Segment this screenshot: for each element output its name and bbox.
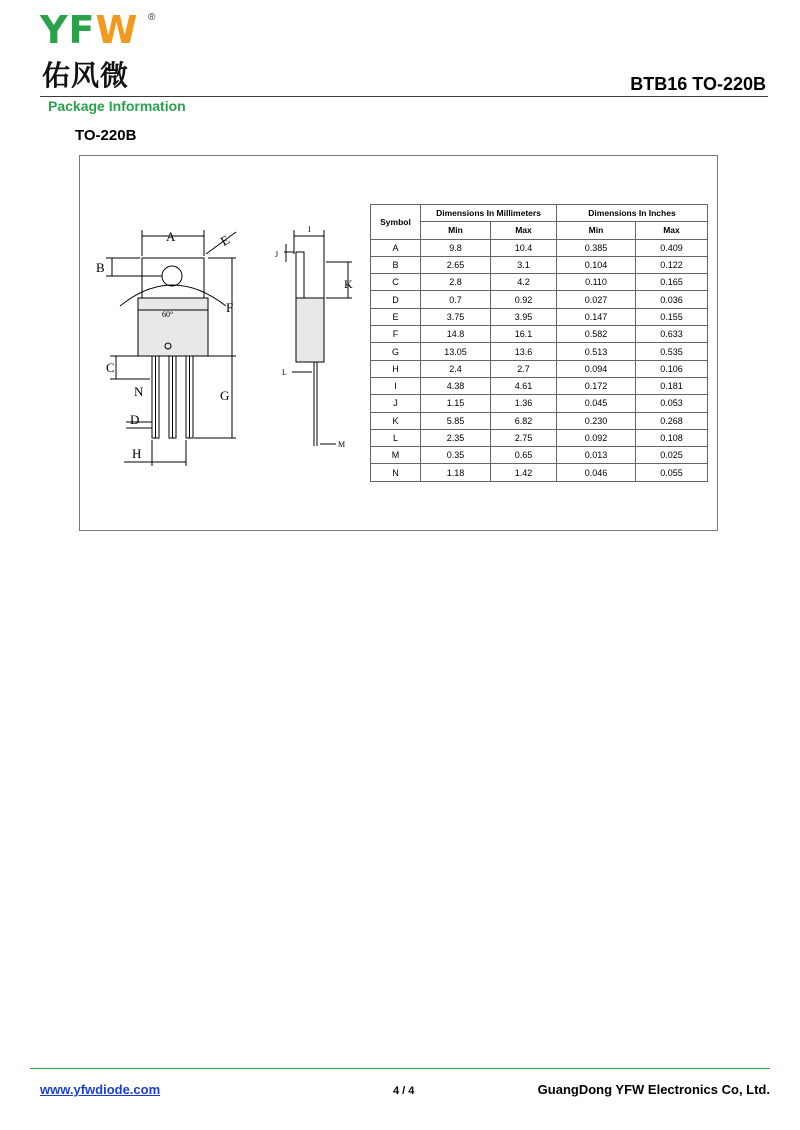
cell-in-min: 0.094 (557, 360, 636, 377)
cell-symbol: K (371, 412, 421, 429)
cell-mm-max: 0.65 (491, 447, 557, 464)
dim-label-i: I (308, 225, 311, 234)
cell-in-min: 0.385 (557, 239, 636, 256)
table-row (371, 256, 708, 273)
cell-in-max: 0.108 (636, 429, 708, 446)
table-row (371, 274, 708, 291)
section-title: Package Information (48, 98, 186, 114)
cell-symbol: D (371, 291, 421, 308)
mm-min-header: Min (421, 222, 491, 239)
cell-mm-max: 1.36 (491, 395, 557, 412)
cell-in-max: 0.106 (636, 360, 708, 377)
table-row (371, 412, 708, 429)
dim-label-l: L (282, 368, 287, 377)
inch-header: Dimensions In Inches (557, 205, 708, 222)
cell-in-min: 0.513 (557, 343, 636, 360)
cell-mm-min: 0.7 (421, 291, 491, 308)
in-min-header: Min (557, 222, 636, 239)
cell-in-min: 0.045 (557, 395, 636, 412)
document-title: BTB16 TO-220B (630, 74, 766, 94)
cell-mm-max: 2.75 (491, 429, 557, 446)
cell-symbol: H (371, 360, 421, 377)
dim-label-n: N (134, 384, 144, 399)
cell-mm-max: 16.1 (491, 326, 557, 343)
cell-symbol: G (371, 343, 421, 360)
cell-mm-max: 6.82 (491, 412, 557, 429)
cell-mm-max: 10.4 (491, 239, 557, 256)
front-view (106, 230, 236, 466)
cell-mm-max: 0.92 (491, 291, 557, 308)
package-name: TO-220B (75, 127, 137, 144)
in-max-header: Max (636, 222, 708, 239)
table-row (371, 291, 708, 308)
logo-chinese: 佑风微 (42, 59, 130, 92)
table-row (371, 360, 708, 377)
cell-symbol: N (371, 464, 421, 481)
cell-symbol: B (371, 256, 421, 273)
cell-in-min: 0.110 (557, 274, 636, 291)
dim-label-c: C (106, 360, 115, 375)
cell-in-max: 0.181 (636, 377, 708, 394)
table-subheader-row (371, 222, 708, 239)
dimensions-table-body (371, 239, 708, 481)
cell-mm-min: 1.15 (421, 395, 491, 412)
cell-mm-min: 14.8 (421, 326, 491, 343)
cell-symbol: F (371, 326, 421, 343)
cell-in-max: 0.055 (636, 464, 708, 481)
cell-in-max: 0.633 (636, 326, 708, 343)
table-row (371, 447, 708, 464)
company-name: GuangDong YFW Electronics Co, Ltd. (537, 1082, 770, 1097)
cell-mm-min: 1.18 (421, 464, 491, 481)
logo-latin: YFW (40, 8, 139, 52)
dim-label-b: B (96, 260, 105, 275)
side-view (284, 230, 352, 446)
cell-symbol: C (371, 274, 421, 291)
cell-mm-min: 2.35 (421, 429, 491, 446)
cell-mm-max: 4.61 (491, 377, 557, 394)
cell-mm-min: 2.8 (421, 274, 491, 291)
cell-in-min: 0.230 (557, 412, 636, 429)
cell-mm-min: 0.35 (421, 447, 491, 464)
table-row (371, 326, 708, 343)
cell-in-min: 0.046 (557, 464, 636, 481)
cell-in-max: 0.535 (636, 343, 708, 360)
dim-label-e: E (217, 231, 233, 249)
cell-symbol: M (371, 447, 421, 464)
dim-label-g: G (220, 388, 230, 403)
cell-mm-max: 3.95 (491, 308, 557, 325)
table-header-row (371, 205, 708, 222)
cell-in-max: 0.409 (636, 239, 708, 256)
cell-symbol: I (371, 377, 421, 394)
cell-in-min: 0.104 (557, 256, 636, 273)
cell-mm-min: 4.38 (421, 377, 491, 394)
header-divider (40, 96, 768, 97)
dim-label-m: M (338, 440, 346, 449)
registered-mark: ® (148, 12, 156, 23)
angle-label: 60° (162, 310, 174, 319)
cell-in-min: 0.092 (557, 429, 636, 446)
package-outline-drawing (86, 214, 361, 474)
cell-mm-min: 9.8 (421, 239, 491, 256)
cell-in-max: 0.025 (636, 447, 708, 464)
mm-max-header: Max (491, 222, 557, 239)
cell-in-min: 0.172 (557, 377, 636, 394)
dim-label-d: D (130, 412, 140, 427)
cell-in-min: 0.147 (557, 308, 636, 325)
cell-symbol: A (371, 239, 421, 256)
mm-header: Dimensions In Millimeters (421, 205, 557, 222)
dim-label-j: J (275, 250, 279, 259)
dim-label-f: F (226, 300, 234, 315)
cell-mm-min: 13.05 (421, 343, 491, 360)
company-logo (40, 10, 170, 100)
table-row (371, 343, 708, 360)
cell-in-min: 0.582 (557, 326, 636, 343)
cell-mm-min: 5.85 (421, 412, 491, 429)
dim-label-k: K (344, 277, 353, 291)
footer-divider (30, 1068, 770, 1069)
cell-mm-max: 13.6 (491, 343, 557, 360)
cell-mm-max: 4.2 (491, 274, 557, 291)
cell-mm-min: 3.75 (421, 308, 491, 325)
cell-mm-min: 2.4 (421, 360, 491, 377)
cell-mm-max: 3.1 (491, 256, 557, 273)
cell-in-max: 0.053 (636, 395, 708, 412)
cell-in-max: 0.165 (636, 274, 708, 291)
table-row (371, 395, 708, 412)
table-row (371, 308, 708, 325)
dimensions-table (370, 204, 708, 482)
cell-symbol: E (371, 308, 421, 325)
table-row (371, 464, 708, 481)
cell-in-max: 0.155 (636, 308, 708, 325)
cell-in-max: 0.122 (636, 256, 708, 273)
cell-symbol: L (371, 429, 421, 446)
table-row (371, 429, 708, 446)
cell-in-max: 0.268 (636, 412, 708, 429)
cell-in-min: 0.013 (557, 447, 636, 464)
cell-mm-max: 1.42 (491, 464, 557, 481)
cell-in-max: 0.036 (636, 291, 708, 308)
table-row (371, 239, 708, 256)
table-row (371, 377, 708, 394)
dim-label-a: A (166, 229, 176, 244)
cell-in-min: 0.027 (557, 291, 636, 308)
cell-mm-max: 2.7 (491, 360, 557, 377)
cell-mm-min: 2.65 (421, 256, 491, 273)
symbol-header: Symbol (371, 205, 421, 240)
cell-symbol: J (371, 395, 421, 412)
website-link[interactable]: www.yfwdiode.com (40, 1082, 161, 1097)
dim-label-h: H (132, 446, 142, 461)
page-number: 4 / 4 (393, 1085, 415, 1097)
